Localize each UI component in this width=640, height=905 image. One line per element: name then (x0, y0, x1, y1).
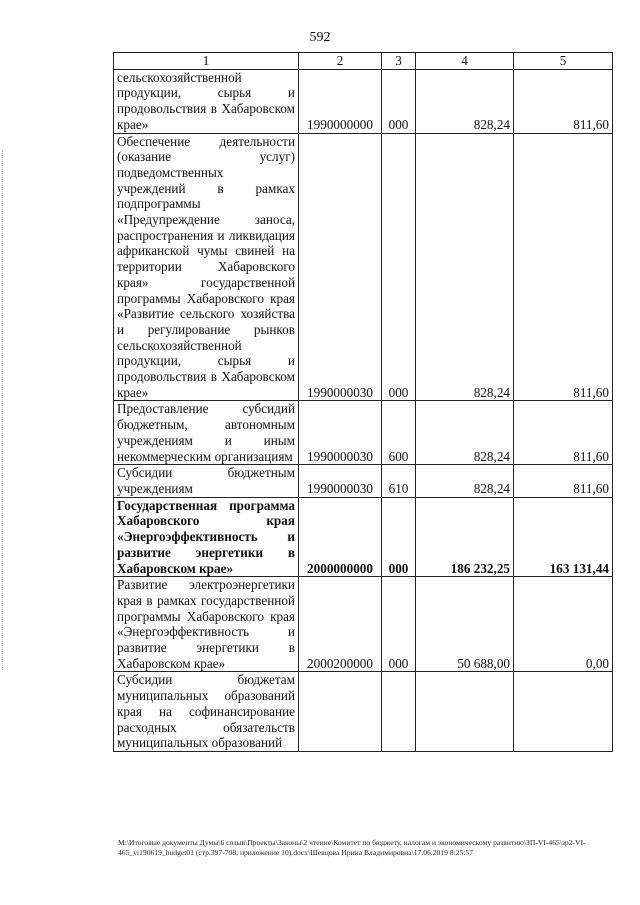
table-row-program (114, 497, 613, 577)
row-name: Обеспечение деятельности (оказание услуг) подведомственных учреждений в рамках подпрограммы «Предупреждение заноса, распространения и ликвидация африканской чумы свиней на территории Хабаровского края» государственной программы Хабаровского края «Развитие сельского хозяйства и регулирование рынков сельскохозяйственной продукции, сырья и продовольствия в Хабаровском крае» (114, 133, 299, 401)
row-amount-col4: 828,24 (416, 133, 514, 401)
header-col-4: 4 (416, 53, 514, 70)
row-amount-col5: 811,60 (514, 401, 613, 465)
header-col-2: 2 (299, 53, 382, 70)
header-col-5: 5 (514, 53, 613, 70)
header-col-1: 1 (114, 53, 299, 70)
document-path-footer: M:\Итоговые документы Думы\6 созыв\Проекты\Законы\2 чтение\Комитет по бюджету, налогам и экономическому развитию\ЗП-VI-465\зр2-VI-465_vi190619_budget01 (стр.397-708, приложение 10).docx\Шевцова Ирина Владимировна\17.06.2019 8:25:57 (118, 838, 586, 857)
row-amount-col5 (514, 672, 613, 752)
row-name: Субсидии бюджетам муниципальных образований края на софинансирование расходных обязательств муниципальных образований (114, 672, 299, 752)
row-name: Государственная программа Хабаровского края «Энергоэффективность и развитие энергетики в Хабаровском крае» (114, 497, 299, 577)
table-row (114, 133, 613, 401)
row-amount-col4: 828,24 (416, 69, 514, 133)
table-row (114, 401, 613, 465)
row-code: 2000000000 (299, 497, 382, 577)
row-code: 1990000030 (299, 133, 382, 401)
row-code: 1990000000 (299, 69, 382, 133)
row-amount-col4: 828,24 (416, 465, 514, 497)
row-code: 2000200000 (299, 577, 382, 672)
row-amount-col5: 0,00 (514, 577, 613, 672)
row-amount-col4: 828,24 (416, 401, 514, 465)
row-expense-type (382, 672, 416, 752)
row-code: 1990000030 (299, 465, 382, 497)
row-amount-col4: 50 688,00 (416, 577, 514, 672)
header-col-3: 3 (382, 53, 416, 70)
row-amount-col4 (416, 672, 514, 752)
row-name: сельскохозяйственной продукции, сырья и продовольствия в Хабаровском крае» (114, 69, 299, 133)
row-amount-col5: 811,60 (514, 465, 613, 497)
row-expense-type: 600 (382, 401, 416, 465)
row-code: 1990000030 (299, 401, 382, 465)
row-name: Предоставление субсидий бюджетным, автономным учреждениям и иным некоммерческим организациям (114, 401, 299, 465)
budget-table (113, 52, 613, 752)
row-amount-col5: 163 131,44 (514, 497, 613, 577)
scan-margin-dots (2, 150, 5, 670)
row-name: Субсидии бюджетным учреждениям (114, 465, 299, 497)
table-row (114, 465, 613, 497)
page-number: 592 (309, 30, 331, 45)
table-header-row (114, 53, 613, 70)
row-expense-type: 000 (382, 133, 416, 401)
table-row (114, 577, 613, 672)
row-expense-type: 610 (382, 465, 416, 497)
row-amount-col4: 186 232,25 (416, 497, 514, 577)
row-amount-col5: 811,60 (514, 69, 613, 133)
row-amount-col5: 811,60 (514, 133, 613, 401)
row-expense-type: 000 (382, 577, 416, 672)
row-code (299, 672, 382, 752)
row-name: Развитие электроэнергетики края в рамках государственной программы Хабаровского края «Энергоэффективность и развитие энергетики в Хабаровском крае» (114, 577, 299, 672)
row-expense-type: 000 (382, 69, 416, 133)
table-row (114, 672, 613, 752)
table-row (114, 69, 613, 133)
row-expense-type: 000 (382, 497, 416, 577)
